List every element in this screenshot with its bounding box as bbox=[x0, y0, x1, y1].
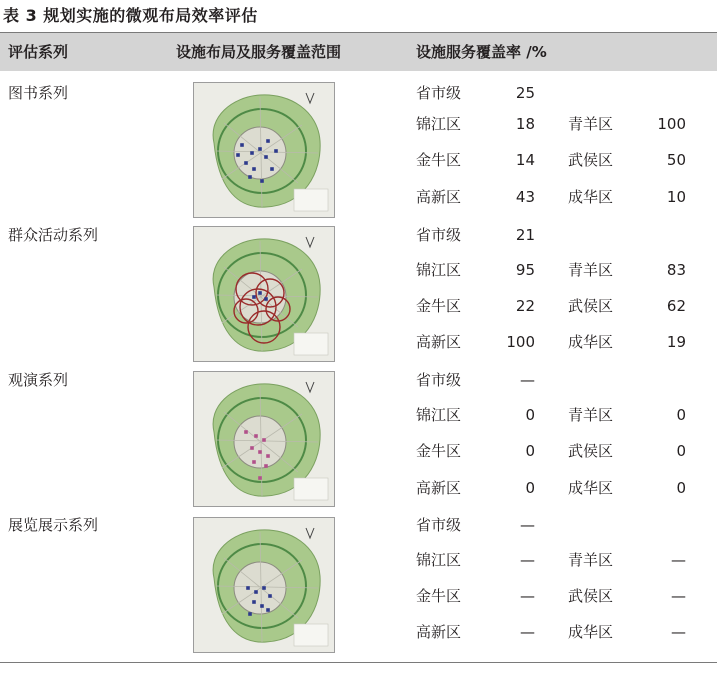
series-label: 群众活动系列 bbox=[8, 226, 99, 244]
map-thumbnail bbox=[193, 82, 335, 218]
facility-marker bbox=[266, 454, 270, 458]
facility-marker bbox=[250, 151, 254, 155]
facility-marker bbox=[252, 295, 256, 299]
header-layout: 设施布局及服务覆盖范围 bbox=[176, 43, 342, 61]
district-value: — bbox=[671, 551, 686, 569]
district-name: 青羊区 bbox=[568, 406, 614, 424]
district-name: 锦江区 bbox=[416, 115, 462, 133]
district-value: 100 bbox=[506, 333, 535, 351]
facility-marker bbox=[266, 608, 270, 612]
legend-box bbox=[294, 333, 328, 355]
district-value: 22 bbox=[515, 297, 535, 315]
facility-marker bbox=[244, 430, 248, 434]
facility-marker bbox=[262, 586, 266, 590]
facility-marker bbox=[252, 167, 256, 171]
series-label: 图书系列 bbox=[8, 84, 69, 102]
district-name: 武侯区 bbox=[568, 151, 614, 169]
district-name: 成华区 bbox=[568, 479, 614, 497]
series-label: 观演系列 bbox=[8, 371, 69, 389]
city-level-value: 25 bbox=[515, 84, 535, 102]
facility-marker bbox=[236, 153, 240, 157]
district-value: 95 bbox=[515, 261, 535, 279]
district-value: 14 bbox=[515, 151, 535, 169]
city-level-value: — bbox=[520, 516, 535, 534]
city-level-value: — bbox=[520, 371, 535, 389]
facility-marker bbox=[264, 464, 268, 468]
district-name: 武侯区 bbox=[568, 587, 614, 605]
facility-marker bbox=[248, 612, 252, 616]
facility-marker bbox=[244, 161, 248, 165]
facility-marker bbox=[254, 590, 258, 594]
header-series: 评估系列 bbox=[8, 43, 69, 61]
district-value: 0 bbox=[676, 479, 686, 497]
district-value: — bbox=[520, 587, 535, 605]
city-level-name: 省市级 bbox=[416, 516, 462, 534]
table-bottom-rule bbox=[0, 662, 717, 663]
district-value: 62 bbox=[666, 297, 686, 315]
district-value: 0 bbox=[525, 406, 535, 424]
district-name: 金牛区 bbox=[416, 297, 462, 315]
facility-marker bbox=[264, 297, 268, 301]
facility-marker bbox=[264, 155, 268, 159]
map-thumbnail bbox=[193, 517, 335, 653]
district-name: 金牛区 bbox=[416, 587, 462, 605]
district-name: 高新区 bbox=[416, 333, 462, 351]
district-value: 83 bbox=[666, 261, 686, 279]
district-value: 50 bbox=[666, 151, 686, 169]
district-value: 0 bbox=[525, 442, 535, 460]
district-value: 0 bbox=[676, 406, 686, 424]
district-value: 0 bbox=[676, 442, 686, 460]
district-name: 青羊区 bbox=[568, 551, 614, 569]
facility-marker bbox=[248, 175, 252, 179]
legend-box bbox=[294, 624, 328, 646]
district-name: 高新区 bbox=[416, 188, 462, 206]
city-level-name: 省市级 bbox=[416, 84, 462, 102]
series-label: 展览展示系列 bbox=[8, 516, 99, 534]
facility-marker bbox=[258, 147, 262, 151]
district-value: 0 bbox=[525, 479, 535, 497]
district-value: — bbox=[671, 623, 686, 641]
district-name: 青羊区 bbox=[568, 115, 614, 133]
district-name: 锦江区 bbox=[416, 551, 462, 569]
district-value: 100 bbox=[657, 115, 686, 133]
map-thumbnail bbox=[193, 226, 335, 362]
district-value: 18 bbox=[515, 115, 535, 133]
facility-marker bbox=[240, 143, 244, 147]
district-name: 成华区 bbox=[568, 623, 614, 641]
facility-marker bbox=[268, 594, 272, 598]
facility-marker bbox=[258, 476, 262, 480]
facility-marker bbox=[270, 167, 274, 171]
district-name: 锦江区 bbox=[416, 261, 462, 279]
facility-marker bbox=[252, 460, 256, 464]
facility-marker bbox=[254, 434, 258, 438]
district-name: 金牛区 bbox=[416, 442, 462, 460]
city-level-name: 省市级 bbox=[416, 226, 462, 244]
facility-marker bbox=[260, 179, 264, 183]
facility-marker bbox=[250, 446, 254, 450]
district-name: 成华区 bbox=[568, 333, 614, 351]
district-value: 19 bbox=[666, 333, 686, 351]
legend-box bbox=[294, 478, 328, 500]
map-thumbnail bbox=[193, 371, 335, 507]
district-name: 锦江区 bbox=[416, 406, 462, 424]
legend-box bbox=[294, 189, 328, 211]
district-name: 成华区 bbox=[568, 188, 614, 206]
district-value: 43 bbox=[515, 188, 535, 206]
city-level-name: 省市级 bbox=[416, 371, 462, 389]
district-name: 金牛区 bbox=[416, 151, 462, 169]
district-value: 10 bbox=[666, 188, 686, 206]
facility-marker bbox=[246, 586, 250, 590]
facility-marker bbox=[258, 450, 262, 454]
district-value: — bbox=[520, 623, 535, 641]
district-name: 青羊区 bbox=[568, 261, 614, 279]
facility-marker bbox=[262, 438, 266, 442]
facility-marker bbox=[258, 291, 262, 295]
facility-marker bbox=[274, 149, 278, 153]
city-level-value: 21 bbox=[515, 226, 535, 244]
district-name: 武侯区 bbox=[568, 297, 614, 315]
district-name: 高新区 bbox=[416, 479, 462, 497]
facility-marker bbox=[266, 139, 270, 143]
header-coverage: 设施服务覆盖率 /% bbox=[416, 43, 547, 61]
table-header bbox=[0, 32, 717, 71]
table-caption: 表 3 规划实施的微观布局效率评估 bbox=[3, 6, 258, 25]
district-value: — bbox=[520, 551, 535, 569]
facility-marker bbox=[252, 600, 256, 604]
district-name: 高新区 bbox=[416, 623, 462, 641]
district-value: — bbox=[671, 587, 686, 605]
district-name: 武侯区 bbox=[568, 442, 614, 460]
facility-marker bbox=[260, 604, 264, 608]
